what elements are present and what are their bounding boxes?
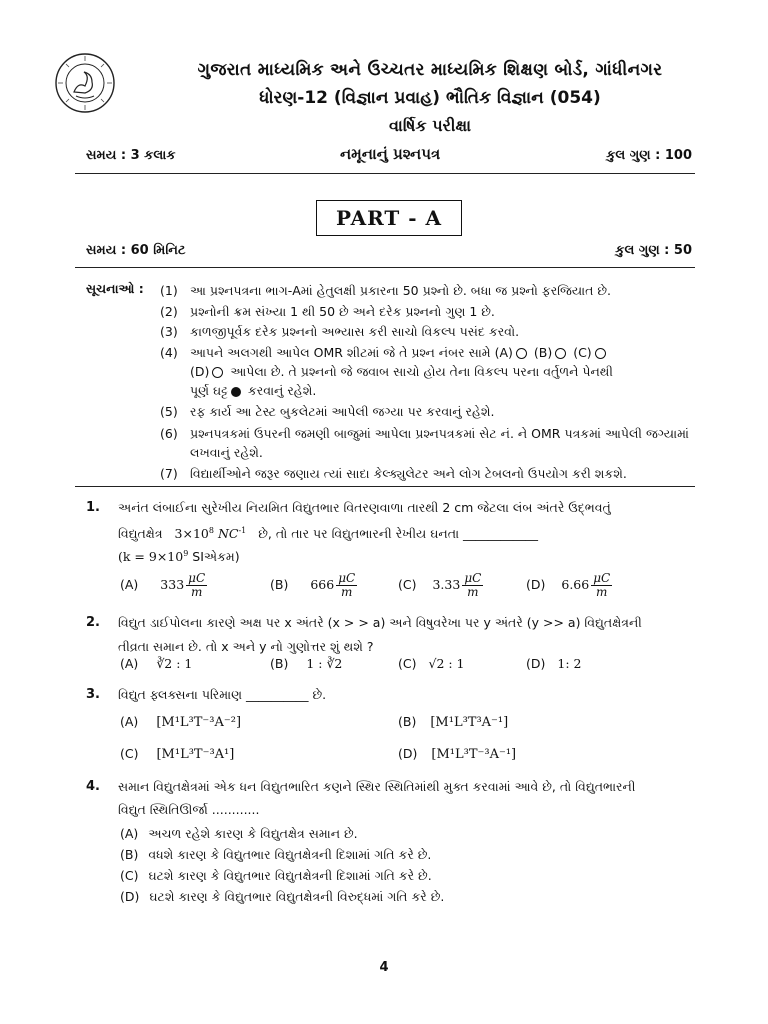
instruction-number: (4) (160, 345, 178, 360)
instruction-text: આ પ્રશ્નપત્રના ભાગ-Aમાં હેતુલક્ષી પ્રકારના 50 પ્રશ્નો છે. બધા જ પ્રશ્નો ફરજિયાત છે. (190, 283, 612, 298)
q3-option-a[interactable]: (A) [M¹L³T⁻³A⁻²] (120, 714, 242, 730)
q2-option-d[interactable]: (D) 1: 2 (526, 656, 582, 671)
q3-option-b[interactable]: (B) [M¹L³T³A⁻¹] (398, 714, 509, 730)
instruction-text: કાળજીપૂર્વક દરેક પ્રશ્નનો અભ્યાસ કરી સાચો વિકલ્પ પસંદ કરવો. (190, 324, 520, 339)
omr-option-b: (B) (533, 345, 553, 360)
part-divider (75, 267, 695, 268)
instruction-number: (7) (160, 466, 178, 481)
question-2-text (118, 612, 702, 657)
question-line (118, 543, 702, 567)
omr-text-g: કરવાનું રહેશે. (247, 383, 317, 398)
circle-icon (595, 348, 606, 359)
page-number: 4 (379, 960, 389, 975)
q3-option-c[interactable]: (C) [M¹L³T⁻³A¹] (120, 746, 235, 762)
q1-option-d[interactable]: (D) 6.66 $\frac{\mu C}{m}$ (526, 571, 611, 599)
instruction-number: (6) (160, 426, 178, 441)
q4-option-a[interactable]: (A) અચળ રહેશે કારણ કે વિદ્યુતક્ષેત્ર સમાન છે. (120, 826, 358, 841)
q1-option-b[interactable]: (B) 666 $\frac{\mu C}{m}$ (270, 571, 356, 599)
q2-option-b[interactable]: (B) 1 : ∛2 (270, 656, 343, 671)
header-divider (75, 173, 695, 174)
question-line: વિદ્યુત સ્થિતિઊર્જા ............ (118, 802, 260, 817)
filled-circle-icon (231, 387, 241, 397)
circle-icon (516, 348, 527, 359)
instruction-text: પ્રશ્નોની ક્રમ સંખ્યા 1 થી 50 છે અને દરેક પ્રશ્નનો ગુણ 1 છે. (190, 304, 495, 319)
instruction-item (160, 281, 700, 300)
instruction-number: (2) (160, 304, 178, 319)
question-number: 2. (86, 615, 100, 630)
question-4-text (118, 776, 702, 820)
omr-text-f: પૂર્ણ ઘટ્ટ (190, 383, 228, 398)
q2-option-c[interactable]: (C) √2 : 1 (398, 656, 465, 671)
omr-option-d: (D) (190, 364, 210, 379)
q4-option-b[interactable]: (B) વધશે કારણ કે વિદ્યુતભાર વિદ્યુતક્ષેત્રની દિશામાં ગતિ કરે છે. (120, 847, 432, 862)
instruction-number: (1) (160, 283, 178, 298)
q1-constant: ($k = 9\times 10^9$ (118, 549, 189, 565)
instruction-number: (5) (160, 404, 178, 419)
board-name: ગુજરાત માધ્યમિક અને ઉચ્ચતર માધ્યમિક શિક્ષણ બોર્ડ, ગાંધીનગર (197, 60, 663, 80)
question-1-text (118, 497, 702, 567)
q1-field-value: $3\times 10^8$ $NC^{-1}$ (174, 526, 247, 542)
q1-question-tail: છે, તો તાર પર વિદ્યુતભારની રેખીય ઘનતા ____________ (258, 526, 539, 542)
q1-option-c[interactable]: (C) 3.33 $\frac{\mu C}{m}$ (398, 571, 482, 599)
instruction-number: (3) (160, 324, 178, 339)
question-number: 1. (86, 500, 100, 515)
q1-field-label: વિદ્યુતક્ષેત્ર (118, 526, 163, 542)
q1-option-a[interactable]: (A) 333 $\frac{\mu C}{m}$ (120, 571, 206, 599)
question-line: વિદ્યુત ડાઈપોલના કારણે અક્ષ પર x અંતરે (x > > a) અને વિષુવરેખા પર y અંતરે (y >> a) વિદ્યુતક્ષેત્રની (118, 615, 642, 630)
paper-title: નમૂનાનું પ્રશ્નપત્ર (340, 145, 441, 163)
instruction-item (160, 464, 700, 483)
question-number: 3. (86, 687, 100, 702)
board-seal-logo (54, 52, 116, 114)
omr-option-c: (C) (573, 345, 592, 360)
question-line: સમાન વિદ્યુતક્ષેત્રમાં એક ધન વિદ્યુતભારિત કણને સ્થિર સ્થિતિમાંથી મુક્ત કરવામાં આવે છે, તો વિદ્યુતભારની (118, 779, 636, 794)
instruction-text: વિદ્યાર્થીઓને જરૂર જણાય ત્યાં સાદા કેલ્ક્યુલેટર અને લોગ ટેબલનો ઉપયોગ કરી શકશે. (190, 466, 627, 481)
instruction-item (160, 322, 700, 341)
exam-time: સમય : 3 કલાક (86, 148, 176, 163)
instruction-item (160, 343, 700, 400)
question-line (118, 520, 702, 544)
instruction-item (160, 302, 700, 321)
q4-option-c[interactable]: (C) ઘટશે કારણ કે વિદ્યુતભાર વિદ્યુતક્ષેત્રની દિશામાં ગતિ કરે છે. (120, 868, 432, 883)
omr-text-a: આપને અલગથી આપેલ OMR શીટમાં જે તે પ્રશ્ન નંબર સામે (A) (190, 345, 513, 360)
q4-option-d[interactable]: (D) ઘટશે કારણ કે વિદ્યુતભાર વિદ્યુતક્ષેત્રની વિરુદ્ધમાં ગતિ કરે છે. (120, 889, 445, 904)
circle-icon (212, 367, 223, 378)
instructions-label: સૂચનાઓ : (86, 281, 144, 296)
circle-icon (555, 348, 566, 359)
q2-option-a[interactable]: (A) ∛2 : 1 (120, 656, 193, 671)
instruction-item (160, 402, 700, 421)
part-title: PART - A (316, 200, 462, 236)
total-marks: કુલ ગુણ : 100 (606, 148, 692, 163)
omr-text-e: આપેલા છે. તે પ્રશ્નનો જે જવાબ સાચો હોય તેના વિકલ્પ પરના વર્તુળને પેનથી (230, 364, 613, 379)
question-line: અનંત લંબાઈના સુરેખીય નિયમિત વિદ્યુતભાર વિતરણવાળા તારથી 2 cm જેટલા લંબ અંતરે ઉદ્ભવતું (118, 500, 611, 515)
question-line: તીવ્રતા સમાન છે. તો x અને y નો ગુણોત્તર શું થશે ? (118, 639, 374, 654)
question-3-text: વિદ્યુત ફ્લક્સના પરિમાણ __________ છે. (118, 687, 327, 702)
instruction-item (160, 424, 700, 462)
question-number: 4. (86, 779, 100, 794)
q1-constant-unit: SIએકમ) (192, 549, 240, 565)
instructions-divider (75, 486, 695, 487)
instruction-text: રફ કાર્ય આ ટેસ્ટ બુકલેટમાં આપેલી જગ્યા પર કરવાનું રહેશે. (190, 404, 495, 419)
q3-option-d[interactable]: (D) [M¹L³T⁻³A⁻¹] (398, 746, 517, 762)
part-marks: કુલ ગુણ : 50 (615, 243, 692, 258)
instruction-text: પ્રશ્નપત્રકમાં ઉપરની જમણી બાજુમાં આપેલા પ્રશ્નપત્રકમાં સેટ નં. ને OMR પત્રકમાં આપેલી જગ્યામાં લખવાનું રહેશે. (190, 426, 689, 460)
exam-name: વાર્ષિક પરીક્ષા (388, 116, 472, 135)
subject-title: ધોરણ-12 (વિજ્ઞાન પ્રવાહ) ભૌતિક વિજ્ઞાન (054) (259, 88, 601, 108)
part-time: સમય : 60 મિનિટ (86, 243, 186, 258)
instruction-text (190, 343, 700, 400)
